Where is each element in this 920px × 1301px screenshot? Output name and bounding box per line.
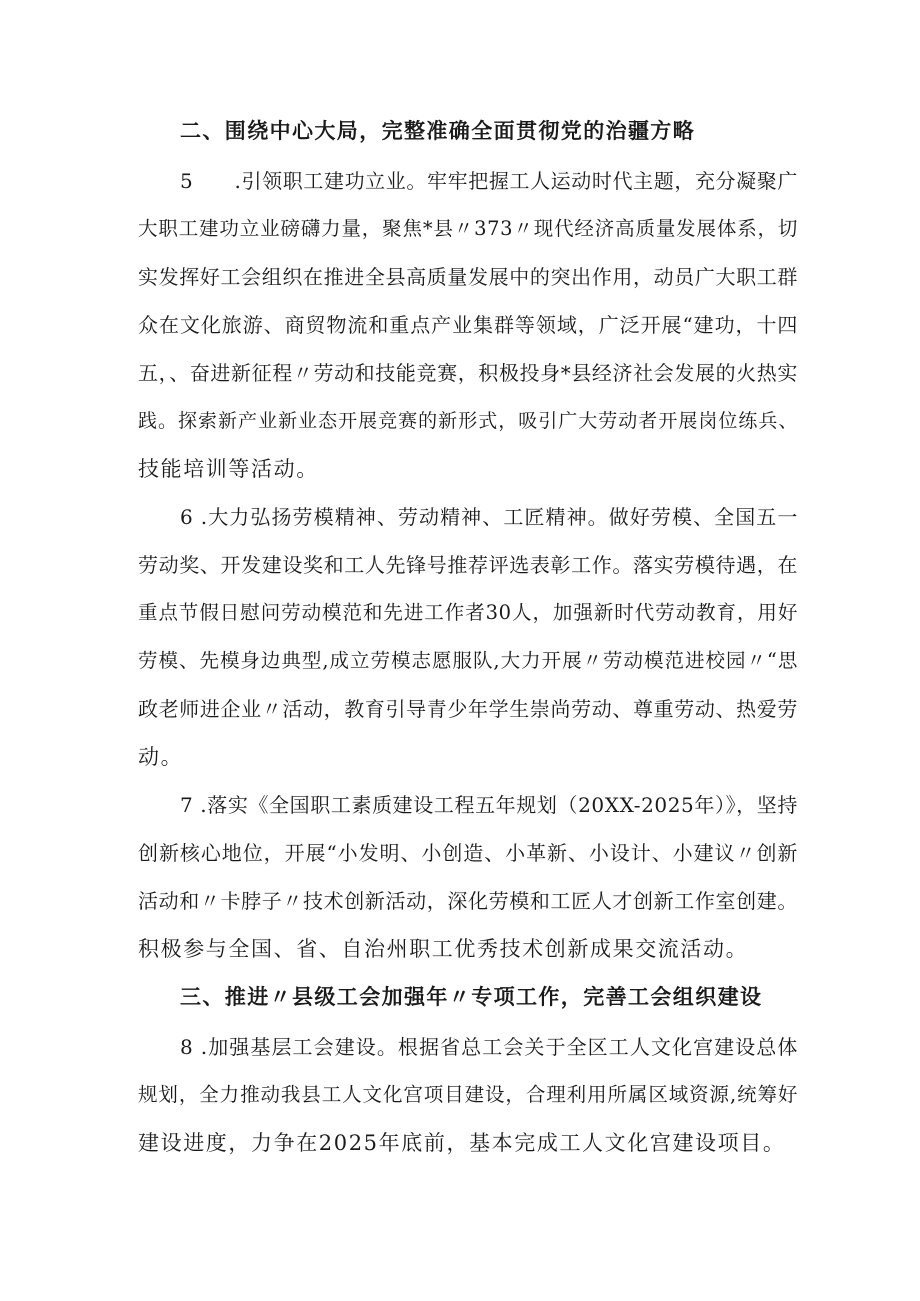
item-6-line-4: 劳模、先模身边典型,成立劳模志愿服队,大力开展〃劳动模范进校园〃“思 bbox=[138, 649, 798, 672]
item-8-line-3: 建设进度，力争在2025年底前，基本完成工人文化宫建设项目。 bbox=[138, 1131, 786, 1155]
item-5-line-5: 五，、奋进新征程〃劳动和技能竞赛，积极投身*县经济社会发展的火热实 bbox=[138, 361, 798, 385]
item-6-line-1: 6 .大力弘扬劳模精神、劳动精神、工匠精神。做好劳模、全国五一 bbox=[180, 505, 798, 529]
item-5-line-6: 践。探索新产业新业态开展竞赛的新形式，吸引广大劳动者开展岗位练兵、 bbox=[138, 410, 798, 432]
item-5-line-7: 技能培训等活动。 bbox=[138, 457, 319, 481]
item-8-line-2: 规划，全力推动我县工人文化宫项目建设，合理利用所属区域资源,统筹好 bbox=[138, 1083, 798, 1106]
item-5-line-4: 众在文化旅游、商贸物流和重点产业集群等领域，广泛开展“建功，十四 bbox=[138, 313, 798, 337]
item-6-line-5: 政老师进企业〃活动，教育引导青少年学生崇尚劳动、尊重劳动、热爱劳 bbox=[138, 697, 798, 721]
item-6-line-3: 重点节假日慰问劳动模范和先进工作者30人，加强新时代劳动教育，用好 bbox=[138, 601, 798, 624]
item-8-line-1: 8 .加强基层工会建设。根据省总工会关于全区工人文化宫建设总体 bbox=[180, 1035, 798, 1059]
item-7-line-1: 7 .落实《全国职工素质建设工程五年规划（20XX-2025年）》，坚持 bbox=[180, 793, 798, 817]
item-7-line-2: 创新核心地位，开展“小发明、小创造、小革新、小设计、小建议〃创新 bbox=[138, 841, 798, 865]
item-5-line-3: 实发挥好工会组织在推进全县高质量发展中的突出作用，动员广大职工群 bbox=[138, 265, 798, 289]
item-5-line-1: 5 .引领职工建功立业。牢牢把握工人运动时代主题，充分凝聚广 bbox=[180, 169, 798, 193]
section-heading-3: 三、推进〃县级工会加强年〃专项工作，完善工会组织建设 bbox=[180, 984, 763, 1009]
item-6-line-2: 劳动奖、开发建设奖和工人先锋号推荐评选表彰工作。落实劳模待遇，在 bbox=[138, 553, 798, 577]
item-7-line-4: 积极参与全国、省、自治州职工优秀技术创新成果交流活动。 bbox=[138, 937, 749, 961]
item-7-line-3: 活动和〃卡脖子〃技术创新活动，深化劳模和工匠人才创新工作室创建。 bbox=[138, 889, 798, 913]
item-6-line-6: 动。 bbox=[138, 745, 184, 769]
section-heading-2: 二、围绕中心大局，完整准确全面贯彻党的治疆方略 bbox=[180, 118, 696, 143]
item-5-line-2: 大职工建功立业磅礴力量，聚焦*县〃373〃现代经济高质量发展体系，切 bbox=[138, 217, 798, 240]
